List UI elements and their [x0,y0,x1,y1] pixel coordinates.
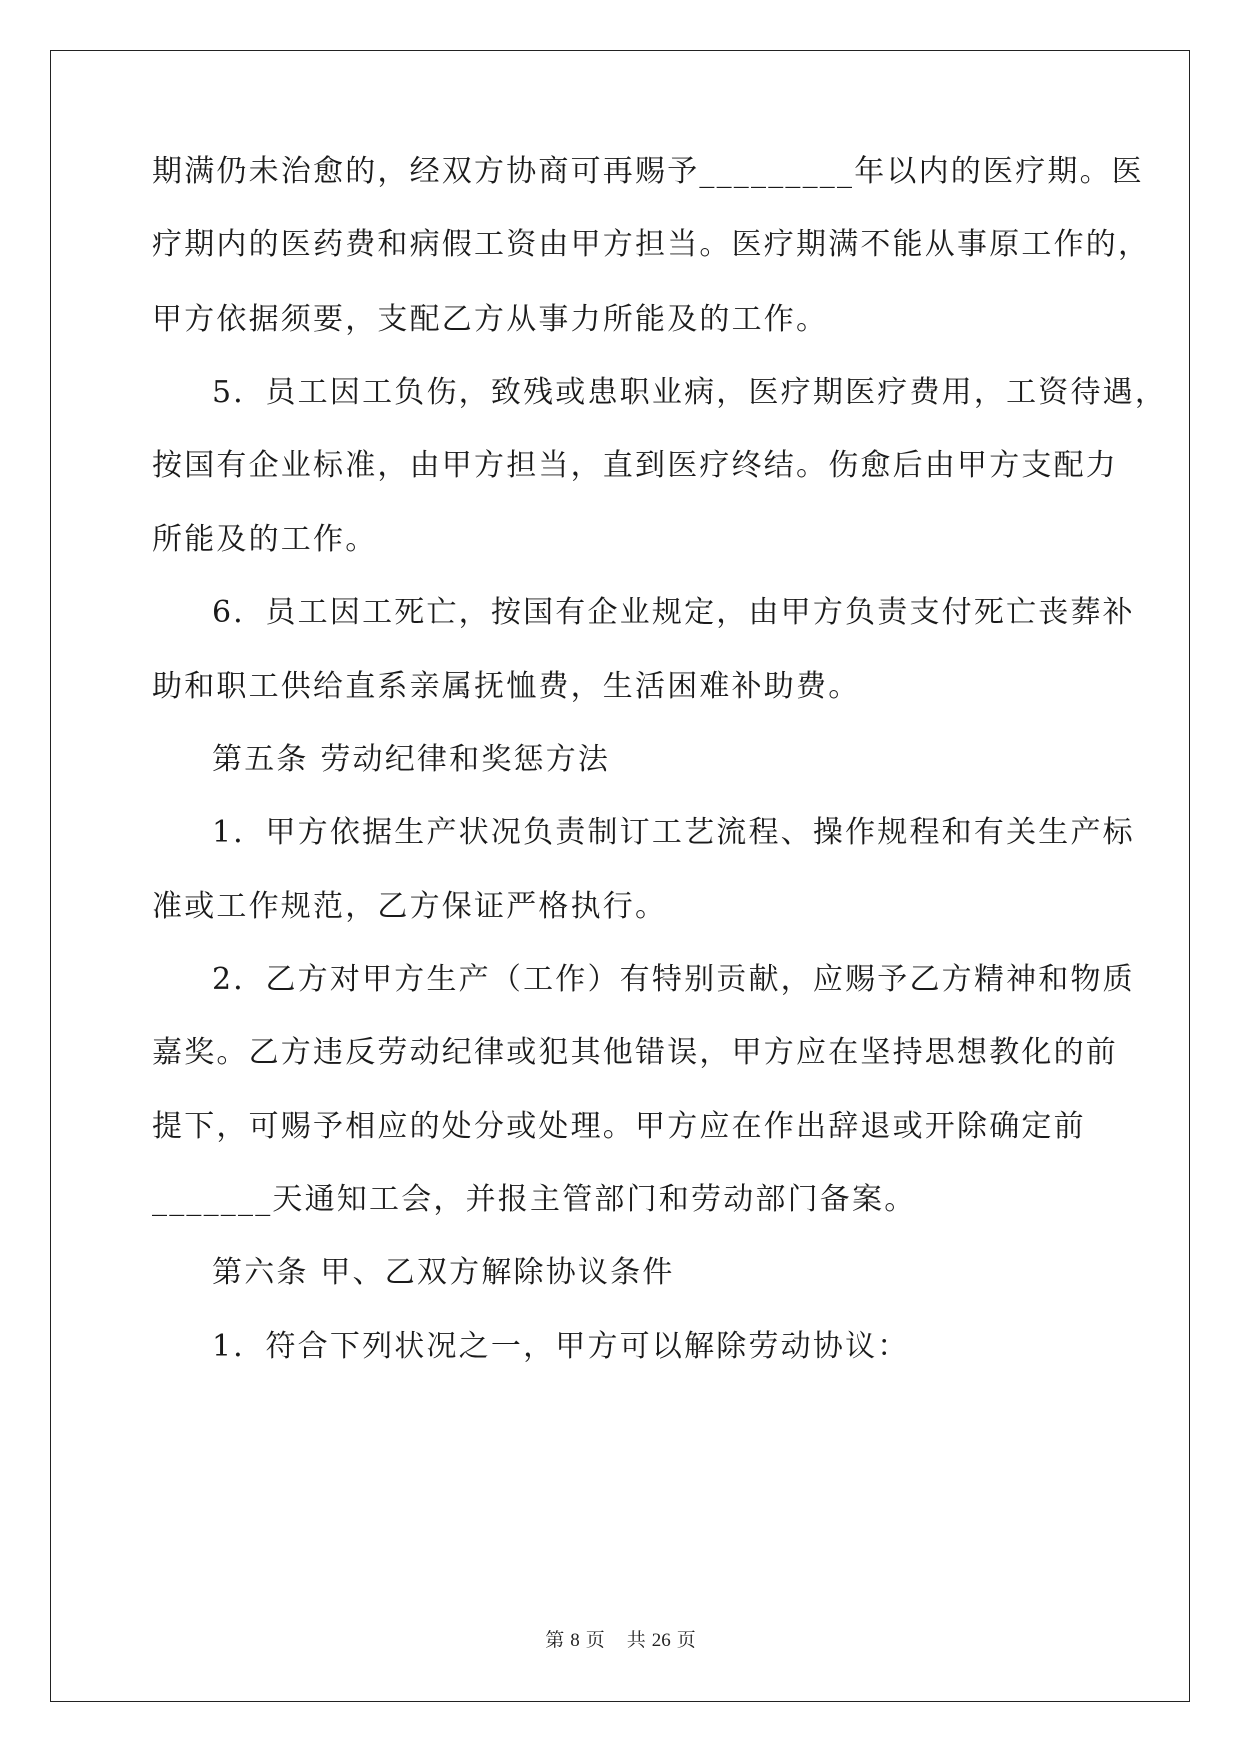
total-pages: 26 [651,1630,671,1651]
paragraph-line: 助和职工供给直系亲属抚恤费，生活困难补助费。 [152,669,861,704]
paragraph-line: 准或工作规范，乙方保证严格执行。 [152,889,668,924]
section-heading: 第六条 甲、乙双方解除协议条件 [212,1255,675,1290]
section-heading: 第五条 劳动纪律和奖惩方法 [212,742,611,777]
page-footer [0,1625,1241,1652]
page-border [50,50,1190,1702]
total-label-prefix: 共 [626,1629,646,1651]
page-label-suffix: 页 [585,1629,605,1651]
paragraph-line: 1．甲方依据生产状况负责制订工艺流程、操作规程和有关生产标 [212,815,1135,850]
paragraph-line: 提下，可赐予相应的处分或处理。甲方应在作出辞退或开除确定前 [152,1109,1086,1144]
paragraph-line: 疗期内的医药费和病假工资由甲方担当。医疗期满不能从事原工作的， [152,227,1151,262]
total-label-suffix: 页 [676,1629,696,1651]
paragraph-line: 1．符合下列状况之一，甲方可以解除劳动协议： [212,1329,910,1364]
paragraph-line: 5．员工因工负伤，致残或患职业病，医疗期医疗费用，工资待遇， [212,375,1168,410]
total-pages-label [623,1629,700,1651]
page-label-prefix: 第 [545,1629,565,1651]
paragraph-line: 按国有企业标准，由甲方担当，直到医疗终结。伤愈后由甲方支配力 [152,448,1118,483]
paragraph-line: 所能及的工作。 [152,522,378,557]
paragraph-line: 甲方依据须要，支配乙方从事力所能及的工作。 [152,302,829,337]
paragraph-line: 期满仍未治愈的，经双方协商可再赐予_________年以内的医疗期。医 [152,154,1144,189]
paragraph-line: 6．员工因工死亡，按国有企业规定，由甲方负责支付死亡丧葬补 [212,595,1135,630]
page-number-label [541,1629,609,1651]
paragraph-line: _______天通知工会，并报主管部门和劳动部门备案。 [152,1182,917,1217]
paragraph-line: 2．乙方对甲方生产（工作）有特别贡献，应赐予乙方精神和物质 [212,962,1135,997]
page-number: 8 [570,1630,580,1651]
paragraph-line: 嘉奖。乙方违反劳动纪律或犯其他错误，甲方应在坚持思想教化的前 [152,1035,1118,1070]
